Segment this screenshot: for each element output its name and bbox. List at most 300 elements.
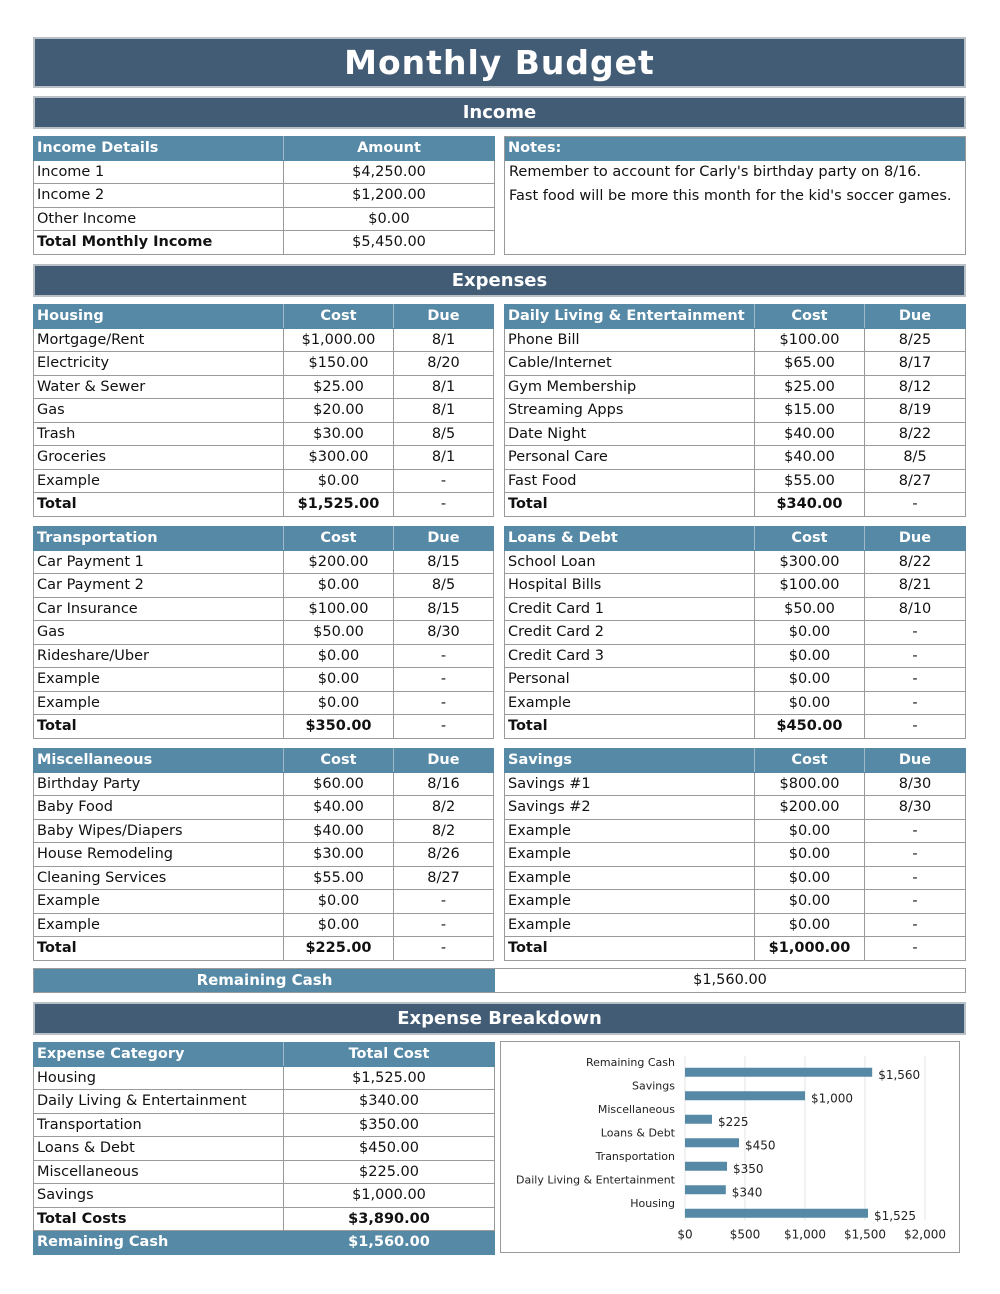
expense-cost: $40.00 (284, 796, 394, 820)
expense-cost: $55.00 (284, 866, 394, 890)
expense-cost: $0.00 (755, 621, 865, 645)
expense-cost: $300.00 (284, 446, 394, 470)
expense-row (34, 866, 494, 890)
breakdown-cost: $1,000.00 (284, 1184, 495, 1208)
expense-row (34, 352, 494, 376)
expense-item: Cable/Internet (505, 352, 755, 376)
expenses-section-title: Expenses (33, 264, 966, 297)
expense-row (505, 772, 966, 796)
daily-living-category-header: Daily Living & Entertainment (505, 305, 755, 329)
breakdown-row (34, 1066, 495, 1090)
bar (685, 1162, 727, 1171)
expense-item: Car Payment 2 (34, 574, 284, 598)
expense-cost: $30.00 (284, 843, 394, 867)
transportation-header-row (34, 527, 494, 551)
expense-row (34, 913, 494, 937)
expense-item: Credit Card 2 (505, 621, 755, 645)
expense-row (34, 772, 494, 796)
data-label: $450 (745, 1138, 776, 1153)
expense-due: 8/25 (865, 328, 966, 352)
expense-row (505, 574, 966, 598)
total-cost: $450.00 (755, 715, 865, 739)
transportation-table (33, 526, 494, 739)
expense-item: Example (34, 668, 284, 692)
expense-cost: $0.00 (755, 890, 865, 914)
breakdown-cost: $350.00 (284, 1113, 495, 1137)
bar (685, 1091, 805, 1100)
expense-item: Gym Membership (505, 375, 755, 399)
bar (685, 1185, 726, 1194)
savings-header-row (505, 749, 966, 773)
breakdown-category: Daily Living & Entertainment (34, 1090, 284, 1114)
total-label: Total (34, 715, 284, 739)
income-amount: $0.00 (284, 207, 495, 231)
expense-row (505, 691, 966, 715)
expense-item: Example (505, 819, 755, 843)
data-label: $1,525 (874, 1208, 916, 1223)
expense-cost: $65.00 (755, 352, 865, 376)
income-label: Other Income (34, 207, 284, 231)
income-label: Income 2 (34, 184, 284, 208)
expense-row (34, 550, 494, 574)
category-label: Savings (632, 1079, 675, 1093)
expense-item: Example (505, 913, 755, 937)
income-section-title: Income (33, 96, 966, 129)
expense-item: Birthday Party (34, 772, 284, 796)
total-label: Total (505, 715, 755, 739)
breakdown-header-row (34, 1043, 495, 1067)
expense-category-header: Expense Category (34, 1043, 284, 1067)
expense-cost: $50.00 (755, 597, 865, 621)
expense-cost: $0.00 (284, 644, 394, 668)
expense-cost: $0.00 (755, 819, 865, 843)
expense-item: Car Payment 1 (34, 550, 284, 574)
bar (685, 1068, 872, 1077)
expense-cost: $200.00 (284, 550, 394, 574)
note-line: Fast food will be more this month for the kid's soccer games. (509, 187, 952, 204)
expense-row (34, 644, 494, 668)
expense-due: 8/15 (394, 597, 494, 621)
category-label: Housing (630, 1196, 675, 1210)
expense-due: 8/5 (865, 446, 966, 470)
expense-due: - (865, 819, 966, 843)
income-details-header: Income Details (34, 137, 284, 161)
breakdown-table (33, 1042, 495, 1255)
expense-cost: $0.00 (284, 691, 394, 715)
breakdown-category: Savings (34, 1184, 284, 1208)
cost-header: Cost (755, 527, 865, 551)
expense-due: - (394, 644, 494, 668)
expense-row (34, 597, 494, 621)
expense-due: 8/1 (394, 399, 494, 423)
housing-category-header: Housing (34, 305, 284, 329)
total-due: - (394, 493, 494, 517)
expense-item: Fast Food (505, 469, 755, 493)
expense-due: - (394, 691, 494, 715)
expense-due: - (394, 668, 494, 692)
expense-item: Hospital Bills (505, 574, 755, 598)
expense-due: 8/22 (865, 550, 966, 574)
expense-cost: $25.00 (284, 375, 394, 399)
expense-due: 8/2 (394, 819, 494, 843)
bar (685, 1138, 739, 1147)
expense-item: Savings #1 (505, 772, 755, 796)
note-line: Remember to account for Carly's birthday party on 8/16. (509, 164, 922, 180)
expense-cost: $100.00 (284, 597, 394, 621)
expense-cost: $0.00 (284, 469, 394, 493)
expense-cost: $40.00 (284, 819, 394, 843)
cost-header: Cost (755, 749, 865, 773)
expense-cost: $40.00 (755, 422, 865, 446)
expense-row (34, 422, 494, 446)
remaining-cash-bar (33, 968, 966, 993)
expense-due: - (394, 890, 494, 914)
total-row (34, 937, 494, 961)
category-label: Remaining Cash (585, 1055, 675, 1069)
category-label: Daily Living & Entertainment (516, 1173, 675, 1187)
expense-item: Streaming Apps (505, 399, 755, 423)
expense-row (34, 469, 494, 493)
expense-due: 8/30 (394, 621, 494, 645)
savings-table (504, 748, 966, 961)
breakdown-cost: $340.00 (284, 1090, 495, 1114)
bar (685, 1115, 712, 1124)
expense-due: 8/22 (865, 422, 966, 446)
expense-row (34, 621, 494, 645)
income-total-row (34, 231, 495, 255)
expense-row (505, 597, 966, 621)
x-tick-label: $1,000 (784, 1227, 826, 1242)
expense-row (505, 469, 966, 493)
expense-cost: $15.00 (755, 399, 865, 423)
expense-due: 8/16 (394, 772, 494, 796)
expense-due: - (865, 843, 966, 867)
expense-item: Cleaning Services (34, 866, 284, 890)
expense-row (505, 422, 966, 446)
due-header: Due (394, 749, 494, 773)
expense-item: Credit Card 1 (505, 597, 755, 621)
expense-item: Example (505, 843, 755, 867)
bar (685, 1209, 868, 1218)
expense-row (505, 644, 966, 668)
expense-item: Rideshare/Uber (34, 644, 284, 668)
expense-row (505, 621, 966, 645)
expense-cost: $200.00 (755, 796, 865, 820)
expense-item: Example (505, 866, 755, 890)
expense-due: 8/21 (865, 574, 966, 598)
miscellaneous-category-header: Miscellaneous (34, 749, 284, 773)
total-due: - (865, 715, 966, 739)
expense-item: Mortgage/Rent (34, 328, 284, 352)
breakdown-row (34, 1160, 495, 1184)
expense-cost: $100.00 (755, 574, 865, 598)
breakdown-row (34, 1184, 495, 1208)
remaining-cash-label: Remaining Cash (34, 969, 495, 992)
daily-living-table (504, 304, 966, 517)
expense-item: Baby Food (34, 796, 284, 820)
expense-cost: $0.00 (755, 866, 865, 890)
due-header: Due (394, 527, 494, 551)
expense-due: 8/1 (394, 446, 494, 470)
breakdown-row (34, 1137, 495, 1161)
expense-cost: $60.00 (284, 772, 394, 796)
expense-cost: $55.00 (755, 469, 865, 493)
breakdown-category: Housing (34, 1066, 284, 1090)
total-label: Total (34, 937, 284, 961)
breakdown-category: Transportation (34, 1113, 284, 1137)
total-due: - (865, 937, 966, 961)
expense-item: Gas (34, 399, 284, 423)
breakdown-category: Loans & Debt (34, 1137, 284, 1161)
loans-debt-table (504, 526, 966, 739)
breakdown-category: Miscellaneous (34, 1160, 284, 1184)
expense-item: School Loan (505, 550, 755, 574)
page-title: Monthly Budget (33, 37, 966, 88)
total-due: - (394, 715, 494, 739)
total-row (34, 493, 494, 517)
expense-due: 8/2 (394, 796, 494, 820)
expense-cost: $800.00 (755, 772, 865, 796)
expense-due: 8/12 (865, 375, 966, 399)
expense-due: 8/27 (865, 469, 966, 493)
cost-header: Cost (755, 305, 865, 329)
total-row (505, 715, 966, 739)
expense-row (505, 843, 966, 867)
expense-row (34, 843, 494, 867)
expense-row (505, 550, 966, 574)
expense-cost: $0.00 (284, 890, 394, 914)
expense-row (505, 890, 966, 914)
total-cost: $1,525.00 (284, 493, 394, 517)
cost-header: Cost (284, 305, 394, 329)
total-cost: $1,000.00 (755, 937, 865, 961)
expense-row (34, 399, 494, 423)
expense-item: Baby Wipes/Diapers (34, 819, 284, 843)
expense-item: Personal (505, 668, 755, 692)
expense-due: 8/10 (865, 597, 966, 621)
expense-cost: $0.00 (755, 644, 865, 668)
miscellaneous-table (33, 748, 494, 961)
expense-item: Car Insurance (34, 597, 284, 621)
total-cost: $225.00 (284, 937, 394, 961)
expense-item: Water & Sewer (34, 375, 284, 399)
total-label: Total (505, 937, 755, 961)
expense-breakdown-chart (500, 1041, 960, 1253)
expense-cost: $50.00 (284, 621, 394, 645)
expense-item: Trash (34, 422, 284, 446)
expense-cost: $1,000.00 (284, 328, 394, 352)
expense-cost: $0.00 (284, 574, 394, 598)
total-income-label: Total Monthly Income (34, 231, 284, 255)
expense-item: Date Night (505, 422, 755, 446)
total-income-amount: $5,450.00 (284, 231, 495, 255)
expense-due: 8/30 (865, 796, 966, 820)
breakdown-section-title: Expense Breakdown (33, 1002, 966, 1035)
expense-item: Example (34, 469, 284, 493)
expense-cost: $0.00 (755, 668, 865, 692)
expense-due: - (865, 913, 966, 937)
savings-category-header: Savings (505, 749, 755, 773)
breakdown-row (34, 1113, 495, 1137)
expense-item: Credit Card 3 (505, 644, 755, 668)
expense-due: 8/1 (394, 375, 494, 399)
housing-table (33, 304, 494, 517)
breakdown-total-row (34, 1207, 495, 1231)
expense-due: - (865, 668, 966, 692)
expense-item: Phone Bill (505, 328, 755, 352)
expense-cost: $100.00 (755, 328, 865, 352)
breakdown-cost: $225.00 (284, 1160, 495, 1184)
expense-due: 8/5 (394, 574, 494, 598)
expense-item: Gas (34, 621, 284, 645)
expense-item: Personal Care (505, 446, 755, 470)
expense-row (34, 890, 494, 914)
data-label: $225 (718, 1114, 749, 1129)
category-label: Loans & Debt (600, 1126, 675, 1140)
income-amount: $4,250.00 (284, 160, 495, 184)
data-label: $340 (731, 1185, 763, 1200)
expense-due: 8/30 (865, 772, 966, 796)
expense-row (505, 668, 966, 692)
due-header: Due (394, 305, 494, 329)
expense-cost: $0.00 (284, 668, 394, 692)
expense-row (505, 328, 966, 352)
expense-row (34, 375, 494, 399)
expense-row (505, 399, 966, 423)
remaining-cash-label: Remaining Cash (34, 1231, 284, 1255)
expense-item: Example (34, 913, 284, 937)
loans-debt-category-header: Loans & Debt (505, 527, 755, 551)
expense-cost: $20.00 (284, 399, 394, 423)
expense-row (34, 668, 494, 692)
expense-row (505, 375, 966, 399)
expense-item: Savings #2 (505, 796, 755, 820)
total-due: - (865, 493, 966, 517)
due-header: Due (865, 305, 966, 329)
category-label: Transportation (595, 1149, 675, 1163)
amount-header: Amount (284, 137, 495, 161)
expense-cost: $150.00 (284, 352, 394, 376)
due-header: Due (865, 749, 966, 773)
total-row (34, 715, 494, 739)
expense-due: 8/5 (394, 422, 494, 446)
x-tick-label: $2,000 (904, 1227, 946, 1242)
expense-due: 8/19 (865, 399, 966, 423)
expense-item: Groceries (34, 446, 284, 470)
total-label: Total (34, 493, 284, 517)
data-label: $1,560 (878, 1067, 921, 1082)
expense-item: Example (34, 691, 284, 715)
expense-due: 8/27 (394, 866, 494, 890)
total-cost-header: Total Cost (284, 1043, 495, 1067)
expense-cost: $0.00 (755, 691, 865, 715)
expense-cost: $300.00 (755, 550, 865, 574)
breakdown-row (34, 1090, 495, 1114)
miscellaneous-header-row (34, 749, 494, 773)
total-due: - (394, 937, 494, 961)
notes-box[interactable] (504, 136, 966, 255)
expense-row (505, 796, 966, 820)
expense-cost: $30.00 (284, 422, 394, 446)
income-table (33, 136, 495, 255)
expense-item: House Remodeling (34, 843, 284, 867)
expense-due: - (865, 644, 966, 668)
expense-cost: $25.00 (755, 375, 865, 399)
total-cost: $350.00 (284, 715, 394, 739)
daily-living-header-row (505, 305, 966, 329)
expense-row (34, 328, 494, 352)
cost-header: Cost (284, 527, 394, 551)
expense-due: - (394, 913, 494, 937)
expense-cost: $0.00 (284, 913, 394, 937)
income-label: Income 1 (34, 160, 284, 184)
breakdown-remaining-row (34, 1231, 495, 1255)
category-label: Miscellaneous (597, 1102, 675, 1116)
expense-row (34, 574, 494, 598)
breakdown-cost: $450.00 (284, 1137, 495, 1161)
total-row (505, 493, 966, 517)
expense-item: Example (505, 890, 755, 914)
total-row (505, 937, 966, 961)
expense-row (505, 913, 966, 937)
expense-due: - (394, 469, 494, 493)
expense-due: 8/20 (394, 352, 494, 376)
x-tick-label: $1,500 (844, 1227, 886, 1242)
total-label: Total (505, 493, 755, 517)
expense-due: 8/26 (394, 843, 494, 867)
income-row (34, 160, 495, 184)
income-amount: $1,200.00 (284, 184, 495, 208)
remaining-cash-value: $1,560.00 (693, 972, 767, 988)
expense-row (34, 691, 494, 715)
remaining-cash-value: $1,560.00 (284, 1231, 495, 1255)
total-cost: $340.00 (755, 493, 865, 517)
expense-row (505, 866, 966, 890)
transportation-category-header: Transportation (34, 527, 284, 551)
x-tick-label: $500 (729, 1227, 761, 1242)
expense-row (505, 352, 966, 376)
expense-row (34, 796, 494, 820)
cost-header: Cost (284, 749, 394, 773)
expense-due: - (865, 621, 966, 645)
expense-due: 8/15 (394, 550, 494, 574)
expense-cost: $40.00 (755, 446, 865, 470)
expense-row (505, 446, 966, 470)
total-costs-value: $3,890.00 (284, 1207, 495, 1231)
expense-due: - (865, 866, 966, 890)
expense-row (505, 819, 966, 843)
bar-chart-svg (501, 1042, 959, 1252)
expense-item: Example (34, 890, 284, 914)
x-tick-label: $0 (677, 1227, 693, 1242)
income-header-row (34, 137, 495, 161)
expense-item: Example (505, 691, 755, 715)
breakdown-cost: $1,525.00 (284, 1066, 495, 1090)
expense-due: 8/17 (865, 352, 966, 376)
expense-due: - (865, 691, 966, 715)
housing-header-row (34, 305, 494, 329)
expense-row (34, 819, 494, 843)
expense-item: Electricity (34, 352, 284, 376)
expense-due: 8/1 (394, 328, 494, 352)
expense-due: - (865, 890, 966, 914)
data-label: $350 (733, 1161, 764, 1176)
income-row (34, 207, 495, 231)
total-costs-label: Total Costs (34, 1207, 284, 1231)
due-header: Due (865, 527, 966, 551)
loans-debt-header-row (505, 527, 966, 551)
income-row (34, 184, 495, 208)
